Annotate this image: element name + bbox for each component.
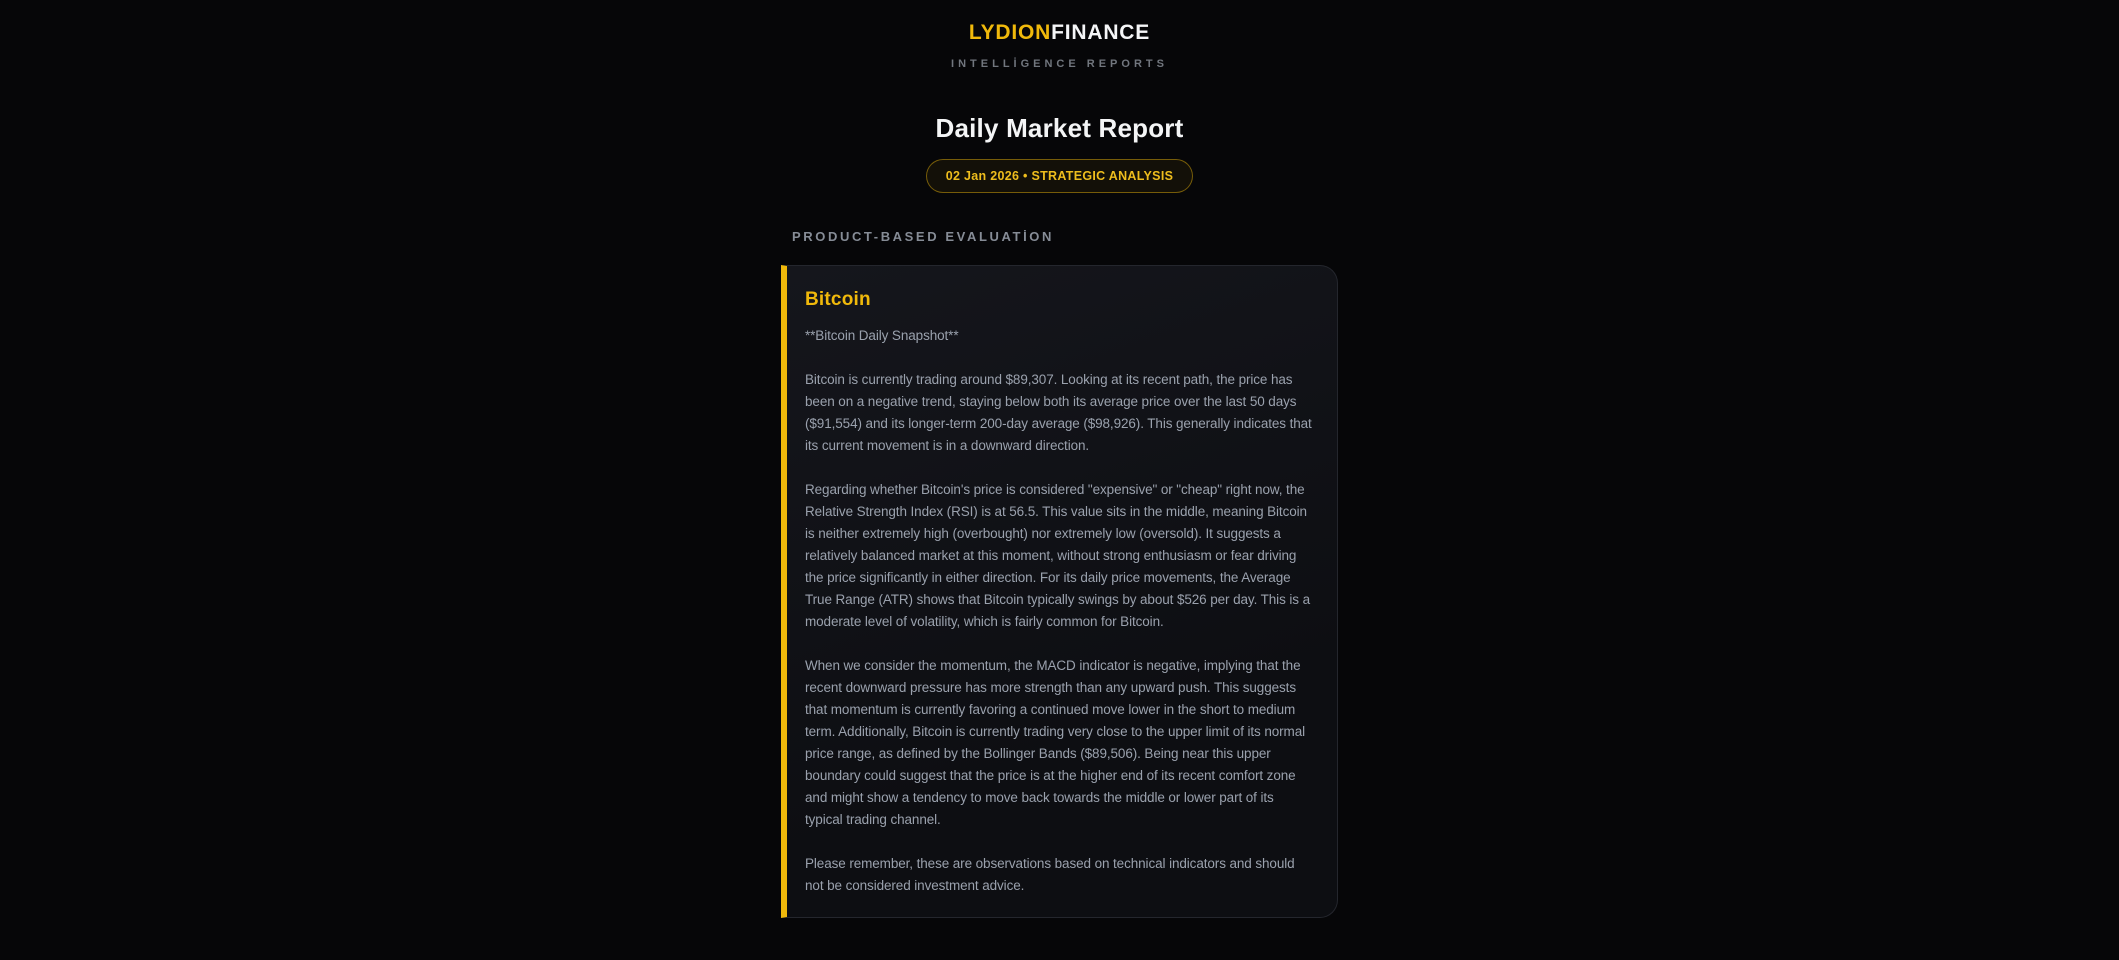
bitcoin-report-card: [781, 265, 1338, 918]
card-body: [805, 325, 1313, 897]
brand-logo: [781, 21, 1338, 45]
report-paragraph: **Bitcoin Daily Snapshot**: [805, 328, 959, 343]
report-page: [781, 0, 1338, 918]
report-paragraph: Bitcoin is currently trading around $89,307. Looking at its recent path, the price has been on a negative trend, staying below both its average price over the last 50 days ($91,554) and its longer-term 200-day average ($98,926). This generally indicates that its current movement is in a downward direction.: [805, 372, 1312, 453]
brand-primary-text: LYDION: [968, 21, 1052, 44]
report-paragraph: When we consider the momentum, the MACD indicator is negative, implying that the recent downward pressure has more strength than any upward push. This suggests that momentum is currently favoring a continued move lower in the short to medium term. Additionally, Bitcoin is currently trading very close to the upper limit of its normal price range, as defined by the Bollinger Bands ($89,506). Being near this upper boundary could suggest that the price is at the higher end of its recent comfort zone and might show a tendency to move back towards the middle or lower part of its typical trading channel.: [805, 658, 1306, 827]
date-analysis-badge: 02 Jan 2026 • STRATEGIC ANALYSIS: [926, 159, 1193, 193]
report-paragraph: Regarding whether Bitcoin's price is considered "expensive" or "cheap" right now, the Relative Strength Index (RSI) is at 56.5. This value sits in the middle, meaning Bitcoin is neither extremely high (overbought) nor extremely low (oversold). It suggests a relatively balanced market at this moment, without strong enthusiasm or fear driving the price significantly in either direction. For its daily price movements, the Average True Range (ATR) shows that Bitcoin typically swings by about $526 per day. This is a moderate level of volatility, which is fairly common for Bitcoin.: [805, 482, 1310, 629]
brand-secondary-text: FINANCE: [1051, 21, 1151, 44]
report-header: [781, 21, 1338, 193]
report-paragraph: Please remember, these are observations based on technical indicators and should not be considered investment advice.: [805, 856, 1295, 893]
card-title-bitcoin: Bitcoin: [805, 289, 871, 310]
badge-row: [781, 159, 1338, 193]
brand-tagline: INTELLİGENCE REPORTS: [951, 58, 1168, 70]
section-label-product-based-evaluation: PRODUCT-BASED EVALUATİON: [792, 229, 1054, 244]
page-title: Daily Market Report: [935, 113, 1184, 143]
